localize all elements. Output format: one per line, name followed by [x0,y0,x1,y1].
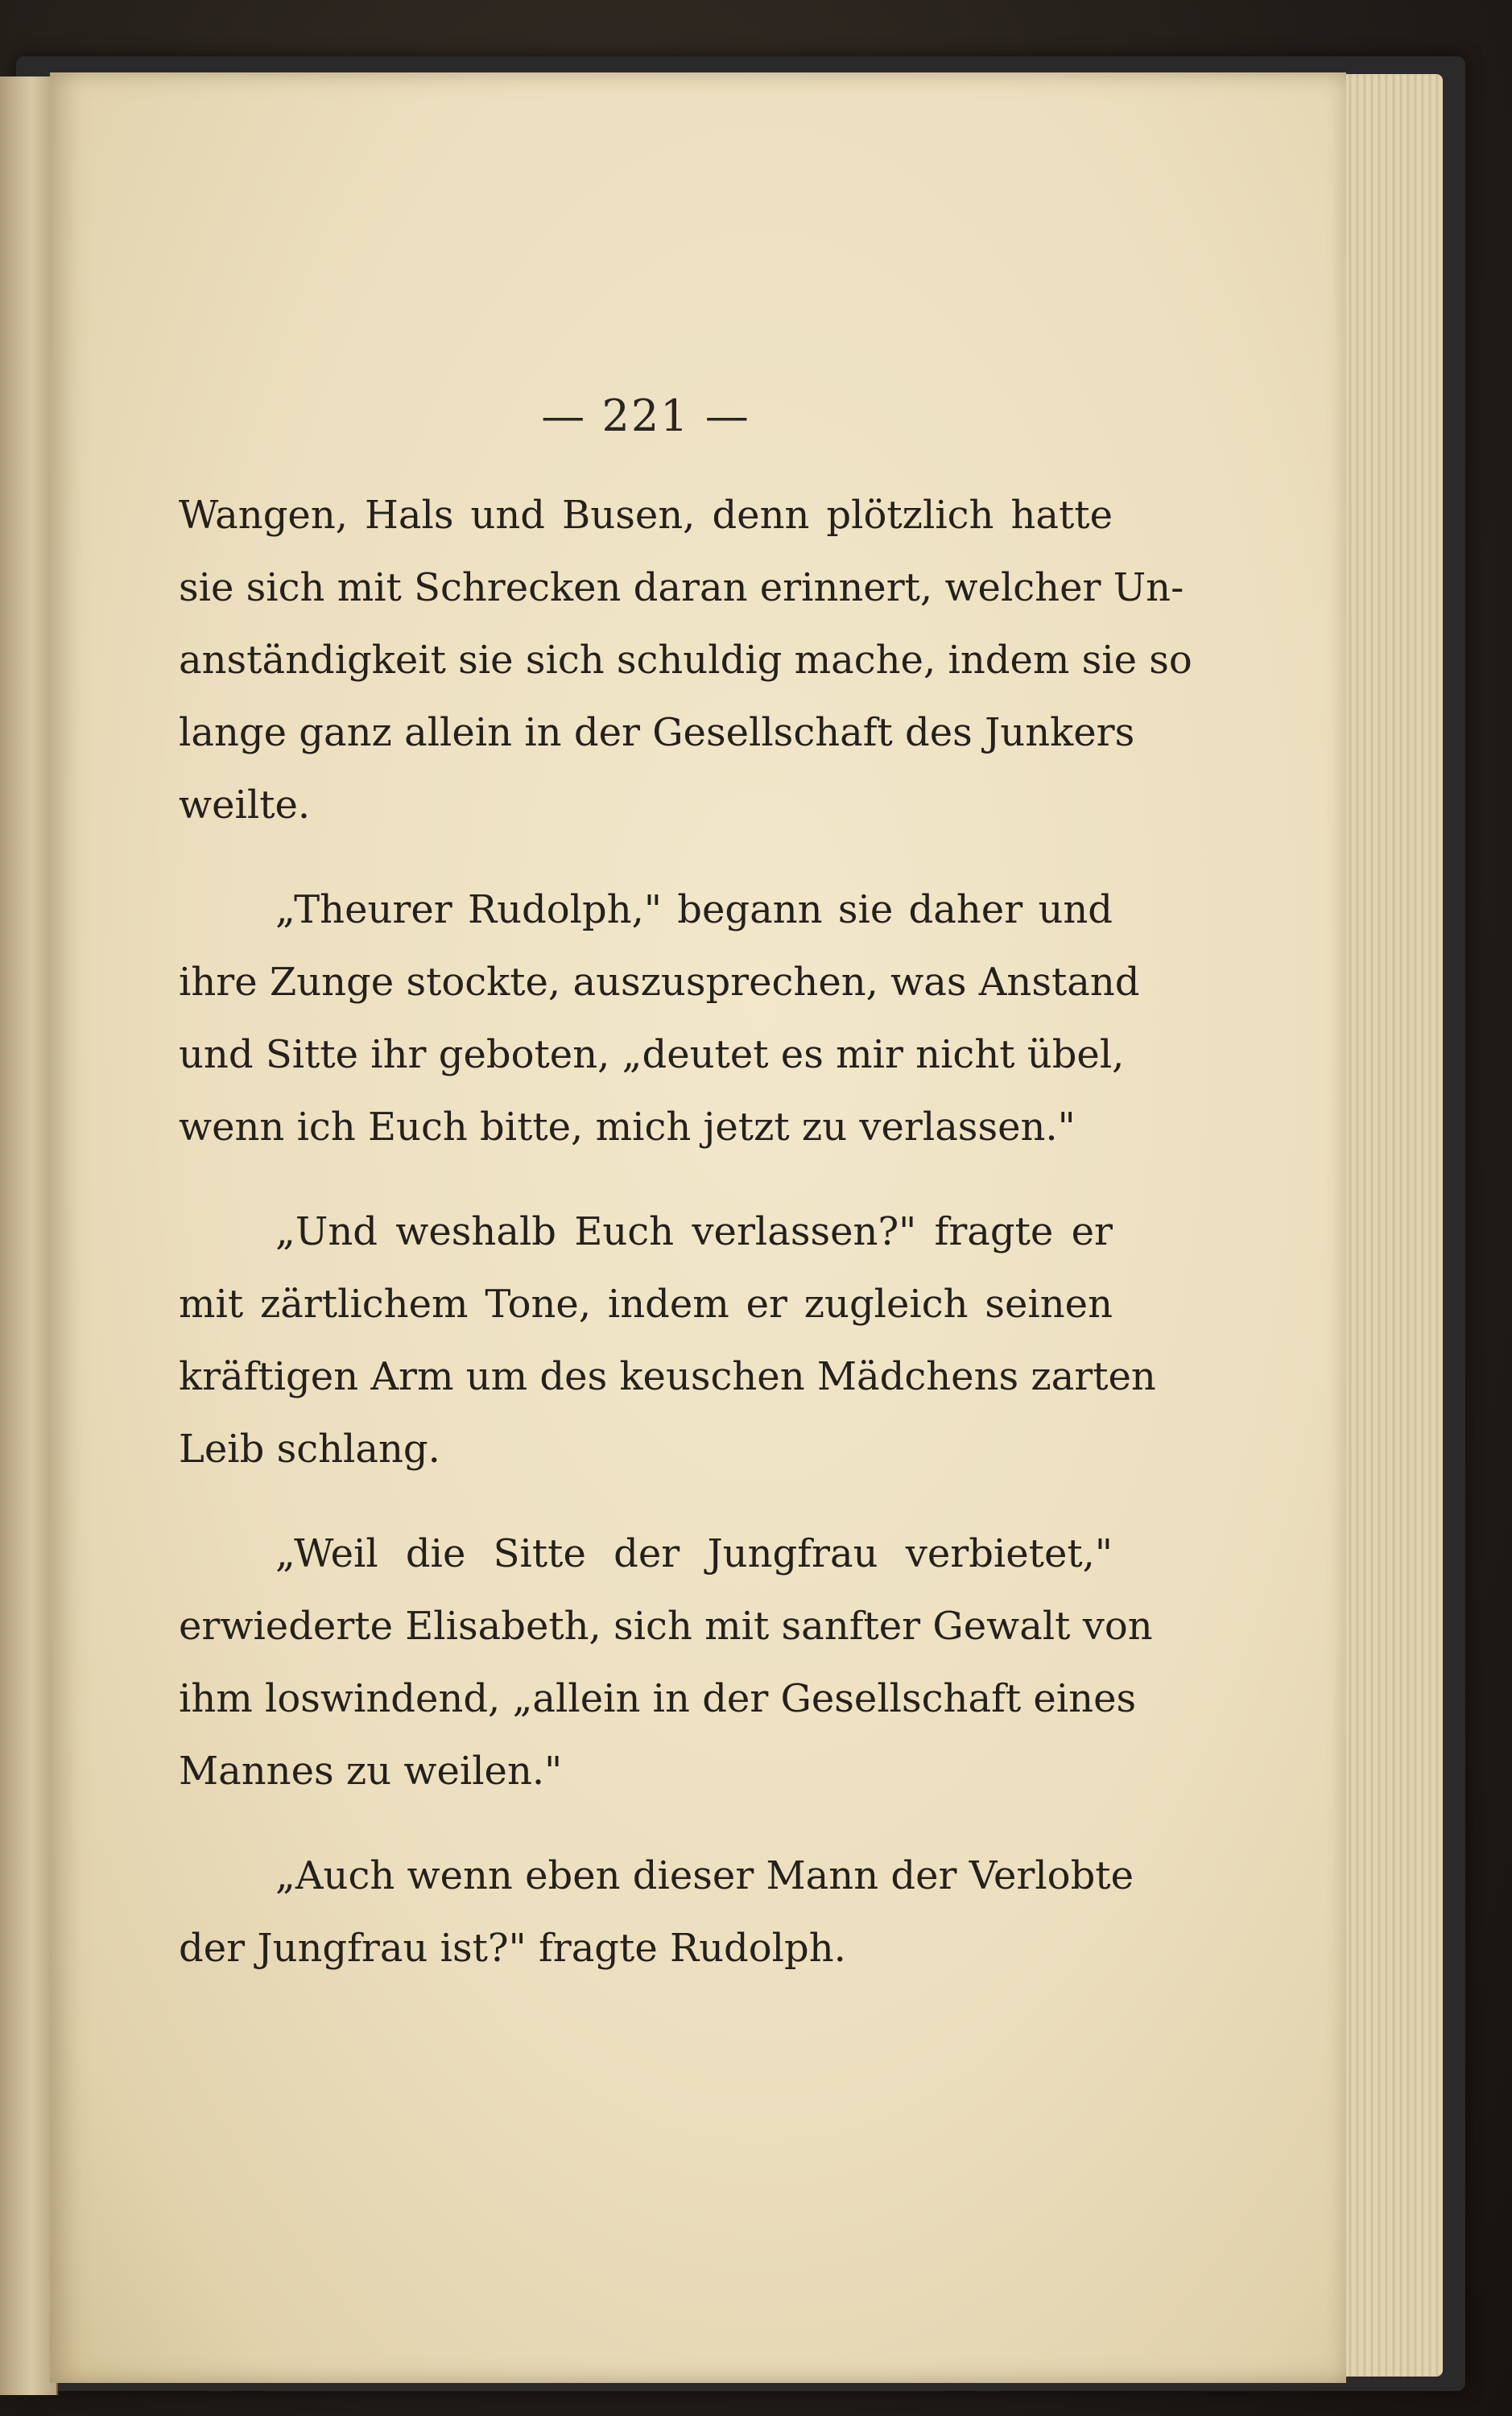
text-line: weilte. [179,783,311,828]
text-line: anständigkeit sie sich schuldig mache, indem sie so [179,638,1192,683]
text-line: ihm loswindend, „allein in der Gesellschaft eines [179,1676,1137,1721]
text-line: Mannes zu weilen." [179,1749,563,1794]
text-line: kräftigen Arm um des keuschen Mädchens zarten [179,1354,1156,1399]
body-text [179,479,1192,2017]
paragraph-1 [179,479,1192,841]
text-line: mit zärtlichem Tone, indem er zugleich seinen [179,1282,1113,1327]
paragraph-5 [179,1840,1134,1984]
book-page [50,72,1346,2383]
text-line: Wangen, Hals und Busen, denn plötzlich hatte [179,493,1113,538]
text-line: lange ganz allein in der Gesellschaft des Junkers [179,710,1135,755]
text-line: sie sich mit Schrecken daran erinnert, welcher Un- [179,565,1184,610]
text-line: wenn ich Euch bitte, mich jetzt zu verlassen." [179,1105,1076,1150]
page-number: — 221 — [541,390,750,441]
text-line: erwiederte Elisabeth, sich mit sanfter Gewalt von [179,1604,1153,1649]
text-line: „Auch wenn eben dieser Mann der Verlobte [275,1853,1134,1898]
text-line: „Weil die Sitte der Jungfrau verbietet," [275,1531,1113,1576]
text-line: der Jungfrau ist?" fragte Rudolph. [179,1926,846,1971]
text-line: Leib schlang. [179,1427,440,1472]
paragraph-3 [179,1196,1156,1485]
text-line: „Und weshalb Euch verlassen?" fragte er [275,1209,1113,1254]
text-line: ihre Zunge stockte, auszusprechen, was Anstand [179,960,1140,1005]
text-line: „Theurer Rudolph," begann sie daher und [275,887,1113,932]
paragraph-4 [179,1518,1153,1807]
text-line: und Sitte ihr geboten, „deutet es mir nicht übel, [179,1032,1125,1077]
paragraph-2 [179,873,1140,1163]
